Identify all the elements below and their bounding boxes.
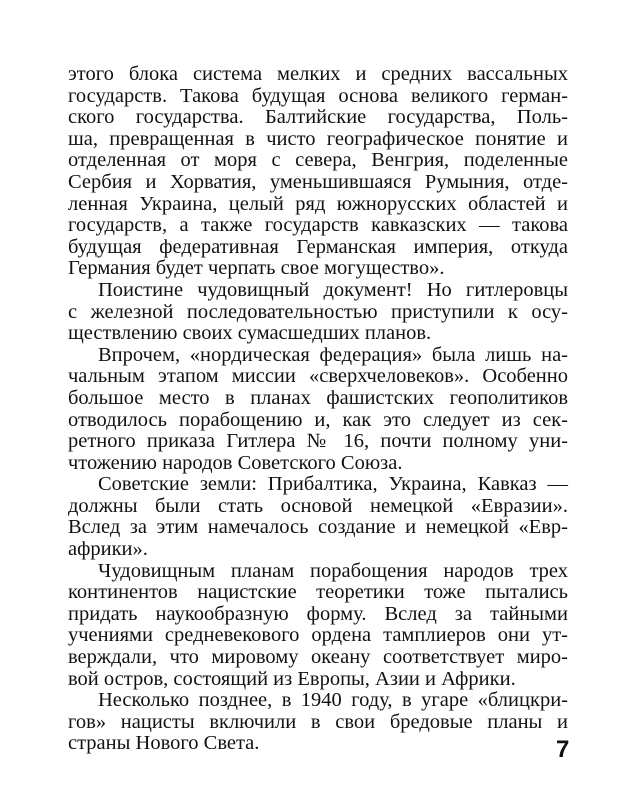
text-line: гов» нацисты включили в свои бредовые планы и — [68, 710, 568, 733]
text-line: придать наукообразную форму. Вслед за тайными — [68, 602, 568, 625]
text-line: чтожению народов Советского Союза. — [68, 451, 403, 474]
text-line: ша, превращенная в чисто географическое понятие и — [68, 127, 568, 150]
text-line: африки». — [68, 538, 148, 561]
paragraph-2 — [68, 280, 568, 345]
text-line: Чудовищным планам порабощения народов трех — [98, 559, 568, 582]
text-line: вой остров, состоящий из Европы, Азии и Африки. — [68, 667, 516, 690]
text-line: страны Нового Света. — [68, 732, 260, 755]
text-line: должны были стать основой немецкой «Евразии». — [68, 494, 568, 517]
paragraph-3 — [68, 345, 568, 475]
page-body — [68, 64, 568, 755]
page-number: 7 — [556, 736, 570, 763]
text-line: государств, а также государств кавказских — такова — [68, 214, 568, 237]
text-line: Советские земли: Прибалтика, Украина, Кавказ — — [98, 473, 568, 496]
text-line: Германия будет черпать свое могущество». — [68, 257, 445, 280]
text-line: Вслед за этим намечалось создание и немецкой «Евр- — [68, 516, 568, 539]
text-line: этого блока система мелких и средних вассальных — [68, 63, 568, 85]
text-line: чальным этапом миссии «сверхчеловеков». Особенно — [68, 365, 568, 388]
text-line: ского государства. Балтийские государства, Поль- — [68, 106, 568, 129]
text-line: Сербия и Хорватия, уменьшившаяся Румыния, отде- — [68, 170, 568, 193]
text-line: учениями средневекового ордена тамплиеров они ут- — [68, 624, 568, 647]
text-line: отделенная от моря с севера, Венгрия, поделенные — [68, 149, 568, 172]
text-line: Несколько позднее, в 1940 году, в угаре «блицкри- — [98, 689, 568, 712]
text-line: государств. Такова будущая основа великого герман- — [68, 84, 568, 107]
text-line: континентов нацистские теоретики тоже пытались — [68, 581, 568, 604]
text-line: Впрочем, «нордическая федерация» была лишь на- — [98, 343, 568, 366]
paragraph-6 — [68, 690, 568, 755]
text-line: ществлению своих сумасшедших планов. — [68, 322, 432, 345]
text-line: с железной последовательностью приступили к осу- — [68, 300, 568, 323]
paragraph-1 — [68, 64, 568, 280]
text-line: ретного приказа Гитлера № 16, почти полному уни- — [68, 430, 568, 453]
paragraph-4 — [68, 474, 568, 560]
text-line: отводилось порабощению и, как это следует из сек- — [68, 408, 568, 431]
text-line: будущая федеративная Германская империя, откуда — [68, 235, 568, 258]
text-line: большое место в планах фашистских геополитиков — [68, 386, 568, 409]
paragraph-5 — [68, 561, 568, 691]
text-line: верждали, что мировому океану соответствует миро- — [68, 646, 568, 669]
text-line: Поистине чудовищный документ! Но гитлеровцы — [98, 278, 568, 301]
text-line: ленная Украина, целый ряд южнорусских областей и — [68, 192, 568, 215]
